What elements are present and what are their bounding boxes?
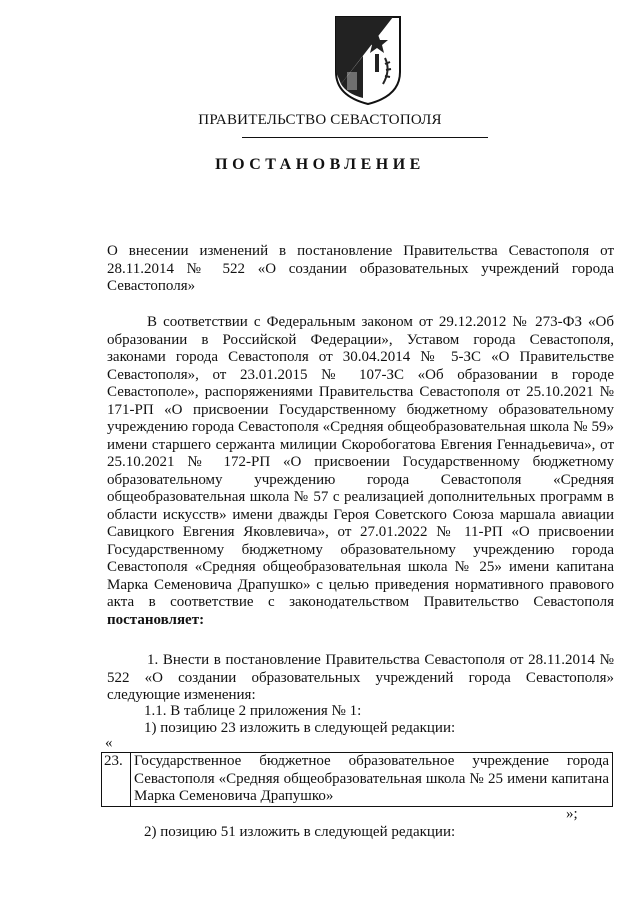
document-subject	[107, 243, 614, 296]
preamble-paragraph	[107, 314, 614, 629]
table-row	[102, 753, 613, 807]
resolves-word: постановляет:	[107, 611, 205, 628]
document-type: ПОСТАНОВЛЕНИЕ	[215, 156, 425, 173]
opening-quote: «	[105, 735, 113, 751]
position-text: Государственное бюджетное образовательное учреждение города Севастополя «Средняя общеобразовательная школа № 25 имени капитана Марка Семеновича Драпушко»	[131, 753, 613, 807]
sevastopol-coat-of-arms-icon	[333, 14, 403, 106]
position-number: 23.	[102, 753, 131, 807]
preamble-text: В соответствии с Федеральным законом от 29.12.2012 № 273-ФЗ «Об образовании в Российской Федерации», Уставом города Севастополя, законами города Севастополя от 30.04.2014 № 5-ЗС «О Правительстве Севастополя», от 23.01.2015 № 107-ЗС «Об образовании в городе Севастополе», распоряжениями Правительства Севастополя от 25.10.2021 № 171-РП «О присвоении Государственному бюджетному образовательному учреждению города Севастополя «Средняя общеобразовательная школа № 59» имени старшего сержанта милиции Скоробогатова Евгения Геннадьевича», от 25.10.2021 № 172-РП «О присвоении Государственному бюджетному образовательному учреждению города Севастополя «Средняя общеобразовательная школа № 57 с реализацией дополнительных программ в области искусств» имени дважды Героя Советского Союза маршала авиации Савицкого Евгения Яковлевича», от 27.01.2022 № 11-РП «О присвоении Государственному бюджетному образовательному учреждению города Севастополя «Средняя общеобразовательная школа № 25» имени капитана Марка Семеновича Драпушко» с целью приведения нормативного правового акта в соответствие с законодательством Правительство Севастополя	[107, 314, 614, 610]
header-underline	[242, 137, 488, 138]
preamble	[107, 314, 614, 629]
subject-text: О внесении изменений в постановление Правительства Севастополя от 28.11.2014 № 522 «О создании образовательных учреждений города Севастополя»	[107, 243, 614, 294]
government-title: ПРАВИТЕЛЬСТВО СЕВАСТОПОЛЯ	[198, 112, 442, 128]
point-1	[107, 652, 614, 705]
subpoint-1-1-2: 2) позицию 51 изложить в следующей редакции:	[144, 824, 456, 840]
point-1-text: 1. Внести в постановление Правительства Севастополя от 28.11.2014 № 522 «О создании образовательных учреждений города Севастополя» следующие изменения:	[107, 652, 614, 703]
closing-quote: »;	[566, 806, 578, 822]
position-table	[101, 752, 613, 807]
subpoint-1-1: 1.1. В таблице 2 приложения № 1:	[144, 703, 362, 719]
subpoint-1-1-1: 1) позицию 23 изложить в следующей редакции:	[144, 720, 456, 736]
